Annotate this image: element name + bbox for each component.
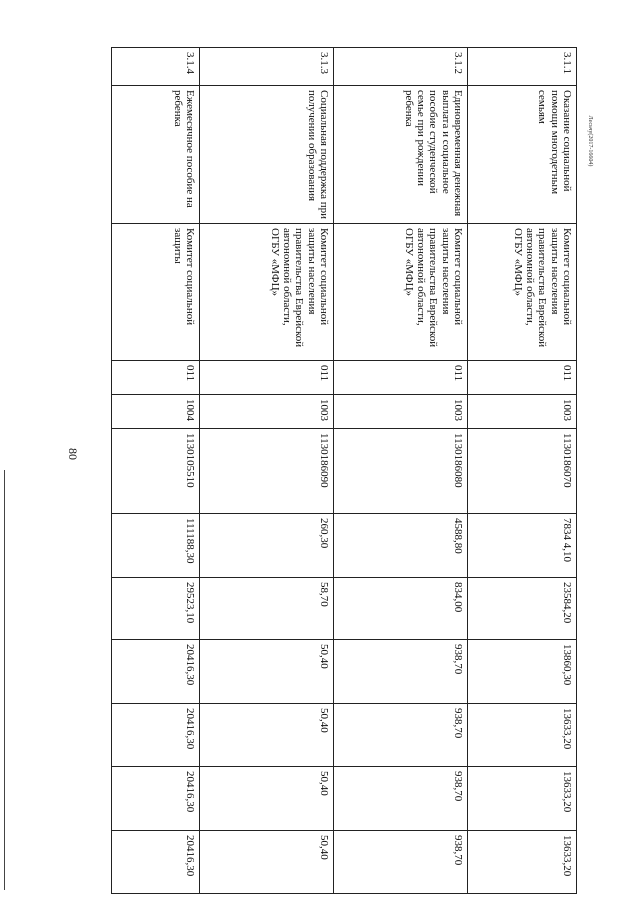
amount-6: 20416,30: [112, 831, 200, 894]
amount-3: 50,40: [200, 640, 334, 704]
amount-1: 111188,30: [112, 514, 200, 578]
activity-name: Оказание социальной помощи многодетным семьям: [468, 86, 577, 224]
amount-6: 13633,20: [468, 831, 577, 894]
amount-5: 20416,30: [112, 767, 200, 831]
amount-6: 50,40: [200, 831, 334, 894]
amount-3: 13860,30: [468, 640, 577, 704]
amount-5: 50,40: [200, 767, 334, 831]
amount-2: 58,70: [200, 578, 334, 640]
footer-reference: Лесьчу(2017-16604): [587, 115, 593, 167]
grbs-code: 011: [200, 361, 334, 395]
rzpr-code: 1003: [334, 395, 468, 429]
row-number: 3.1.1: [468, 48, 577, 86]
amount-5: 13633,20: [468, 767, 577, 831]
executor: Комитет социальной защиты населения правительства Еврейской автономной области, ОГБУ «МФЦ»: [468, 224, 577, 361]
activity-name: Ежемесячное пособие на ребенка: [112, 86, 200, 224]
amount-5: 938,70: [334, 767, 468, 831]
amount-4: 20416,30: [112, 704, 200, 767]
program-table: [111, 47, 577, 894]
table-row: [334, 48, 468, 894]
table-row: [112, 48, 200, 894]
amount-2: 23584,20: [468, 578, 577, 640]
csr-code: 1130105510: [112, 429, 200, 514]
csr-code: 1130186070: [468, 429, 577, 514]
rzpr-code: 1003: [468, 395, 577, 429]
activity-name: Единовременная денежная выплата и социальное пособие студенческой семье при рождении ребенка: [334, 86, 468, 224]
csr-code: 1130186090: [200, 429, 334, 514]
amount-1: 4588,80: [334, 514, 468, 578]
amount-3: 20416,30: [112, 640, 200, 704]
row-number: 3.1.4: [112, 48, 200, 86]
table-row: [468, 48, 577, 894]
amount-2: 834,00: [334, 578, 468, 640]
rzpr-code: 1004: [112, 395, 200, 429]
table-container: [112, 47, 577, 877]
scan-edge-line: [4, 470, 5, 890]
amount-3: 938,70: [334, 640, 468, 704]
table-row: [200, 48, 334, 894]
activity-name: Социальная поддержка при получении образования: [200, 86, 334, 224]
amount-2: 29523,10: [112, 578, 200, 640]
amount-6: 938,70: [334, 831, 468, 894]
page-number: 80: [66, 448, 80, 460]
csr-code: 1130186080: [334, 429, 468, 514]
amount-4: 938,70: [334, 704, 468, 767]
grbs-code: 011: [112, 361, 200, 395]
grbs-code: 011: [468, 361, 577, 395]
amount-1: 7834 4,10: [468, 514, 577, 578]
amount-4: 50,40: [200, 704, 334, 767]
executor: Комитет социальной защиты населения правительства Еврейской автономной области, ОГБУ «МФЦ»: [200, 224, 334, 361]
rzpr-code: 1003: [200, 395, 334, 429]
amount-4: 13633,20: [468, 704, 577, 767]
row-number: 3.1.3: [200, 48, 334, 86]
executor: Комитет социальной защиты населения правительства Еврейской автономной области, ОГБУ «МФЦ»: [334, 224, 468, 361]
amount-1: 260,30: [200, 514, 334, 578]
grbs-code: 011: [334, 361, 468, 395]
row-number: 3.1.2: [334, 48, 468, 86]
executor: Комитет социальной защиты: [112, 224, 200, 361]
